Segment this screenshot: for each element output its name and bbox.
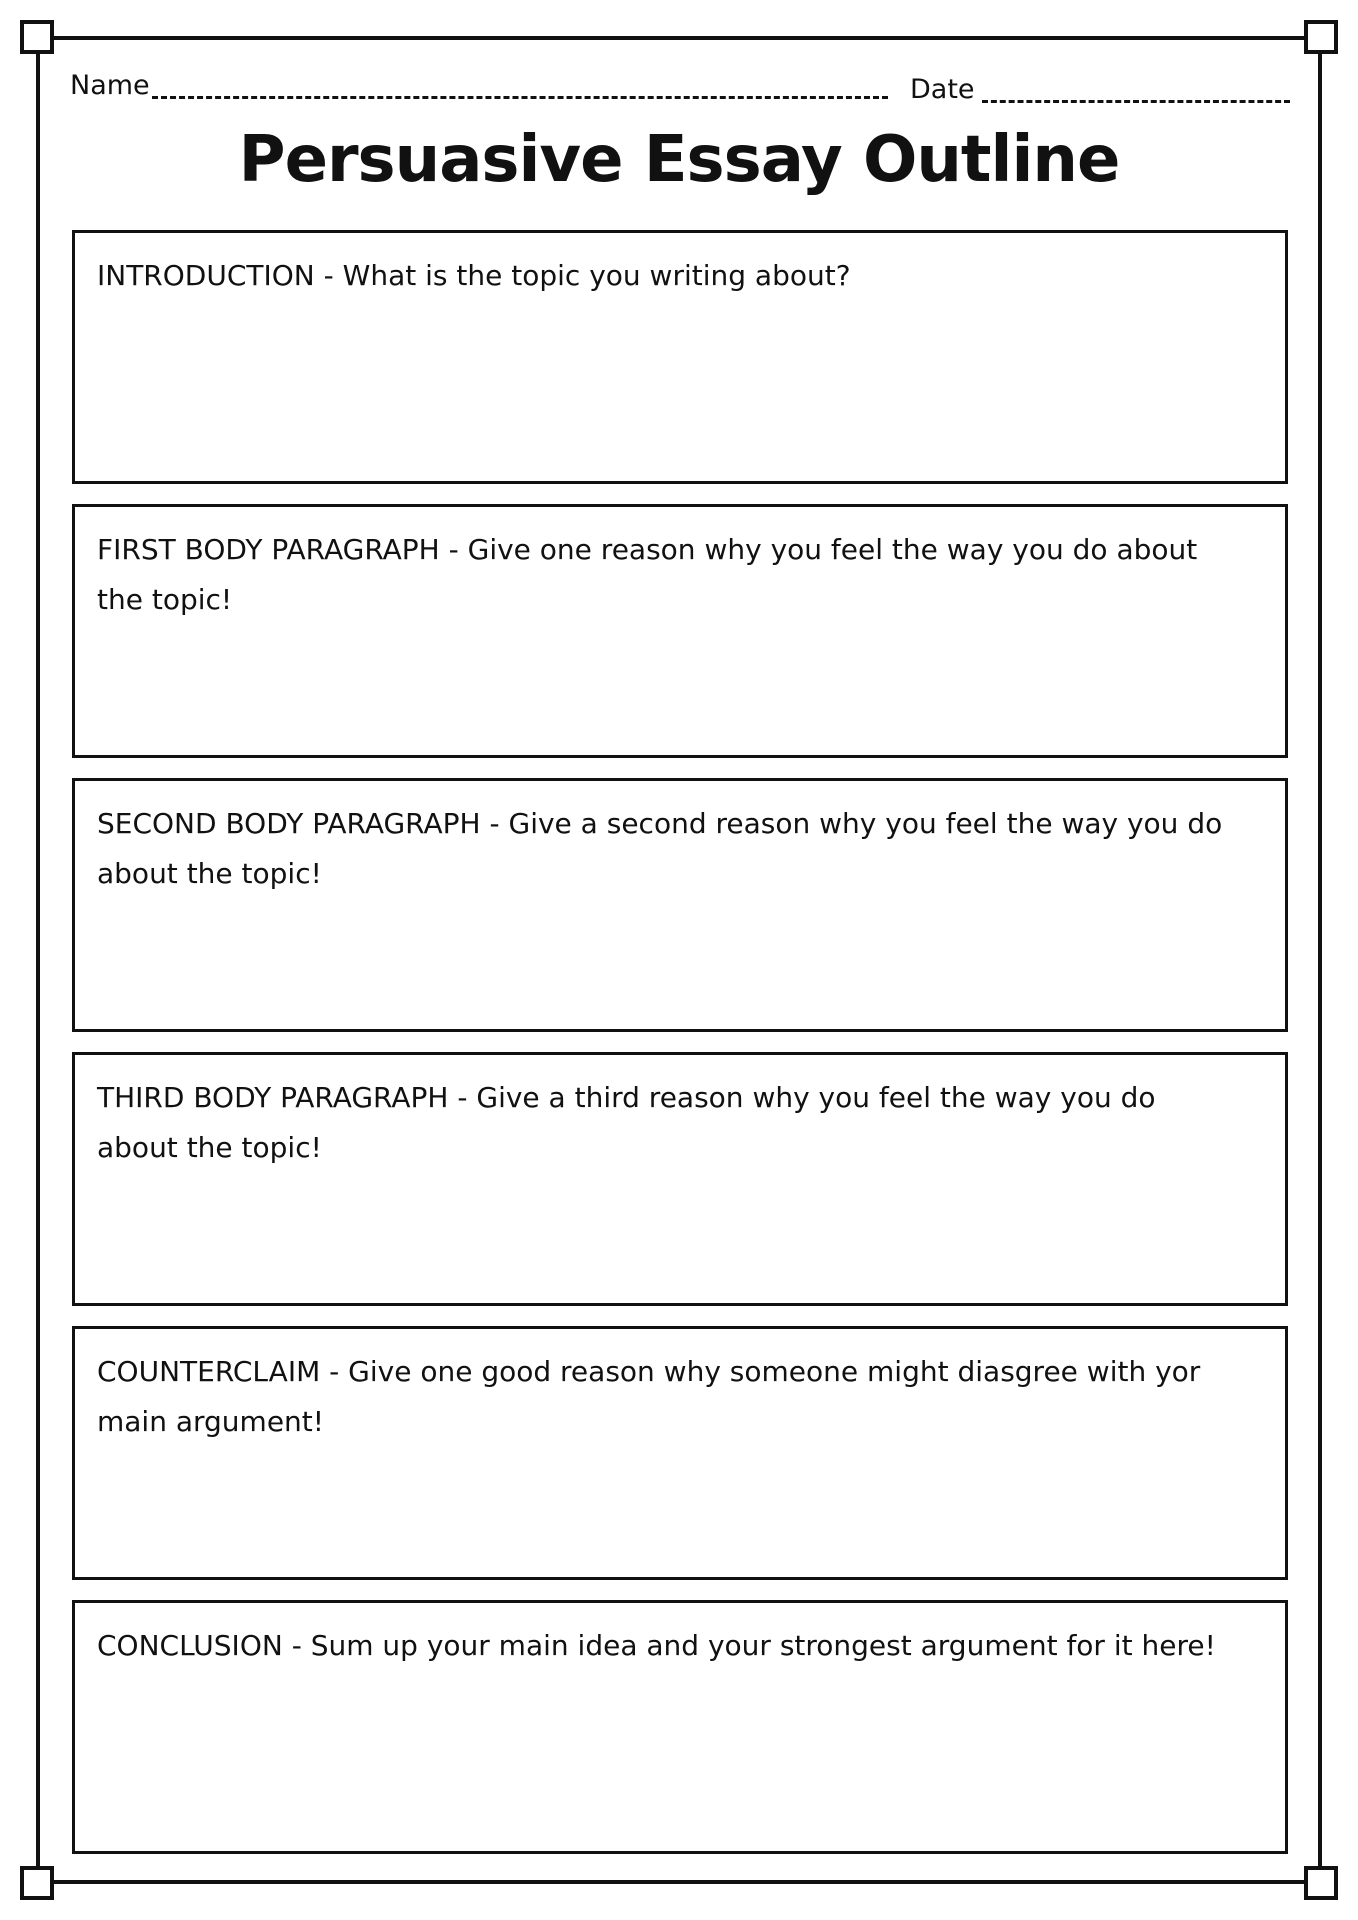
name-date-header: [70, 66, 1290, 106]
third-body-paragraph-prompt: THIRD BODY PARAGRAPH - Give a third reason why you feel the way you do about the topic!: [97, 1081, 1156, 1164]
conclusion-box[interactable]: [72, 1600, 1288, 1854]
page-title: Persuasive Essay Outline: [238, 123, 1120, 197]
second-body-paragraph-box[interactable]: [72, 778, 1288, 1032]
second-body-paragraph-prompt: SECOND BODY PARAGRAPH - Give a second reason why you feel the way you do about the topic!: [97, 807, 1223, 890]
date-field[interactable]: [982, 100, 1290, 103]
first-body-paragraph-box[interactable]: [72, 504, 1288, 758]
name-label: Name: [70, 70, 150, 101]
third-body-paragraph-box[interactable]: [72, 1052, 1288, 1306]
conclusion-prompt: CONCLUSION - Sum up your main idea and your strongest argument for it here!: [97, 1629, 1216, 1662]
corner-square-top-left: [20, 20, 54, 54]
corner-square-bottom-right: [1304, 1866, 1338, 1900]
corner-square-top-right: [1304, 20, 1338, 54]
introduction-box[interactable]: [72, 230, 1288, 484]
counterclaim-box[interactable]: [72, 1326, 1288, 1580]
first-body-paragraph-prompt: FIRST BODY PARAGRAPH - Give one reason why you feel the way you do about the topic!: [97, 533, 1198, 616]
counterclaim-prompt: COUNTERCLAIM - Give one good reason why someone might diasgree with yor main argument!: [97, 1355, 1201, 1438]
corner-square-bottom-left: [20, 1866, 54, 1900]
date-label: Date: [910, 74, 975, 105]
introduction-prompt: INTRODUCTION - What is the topic you writing about?: [97, 259, 851, 292]
name-field[interactable]: [152, 96, 888, 99]
